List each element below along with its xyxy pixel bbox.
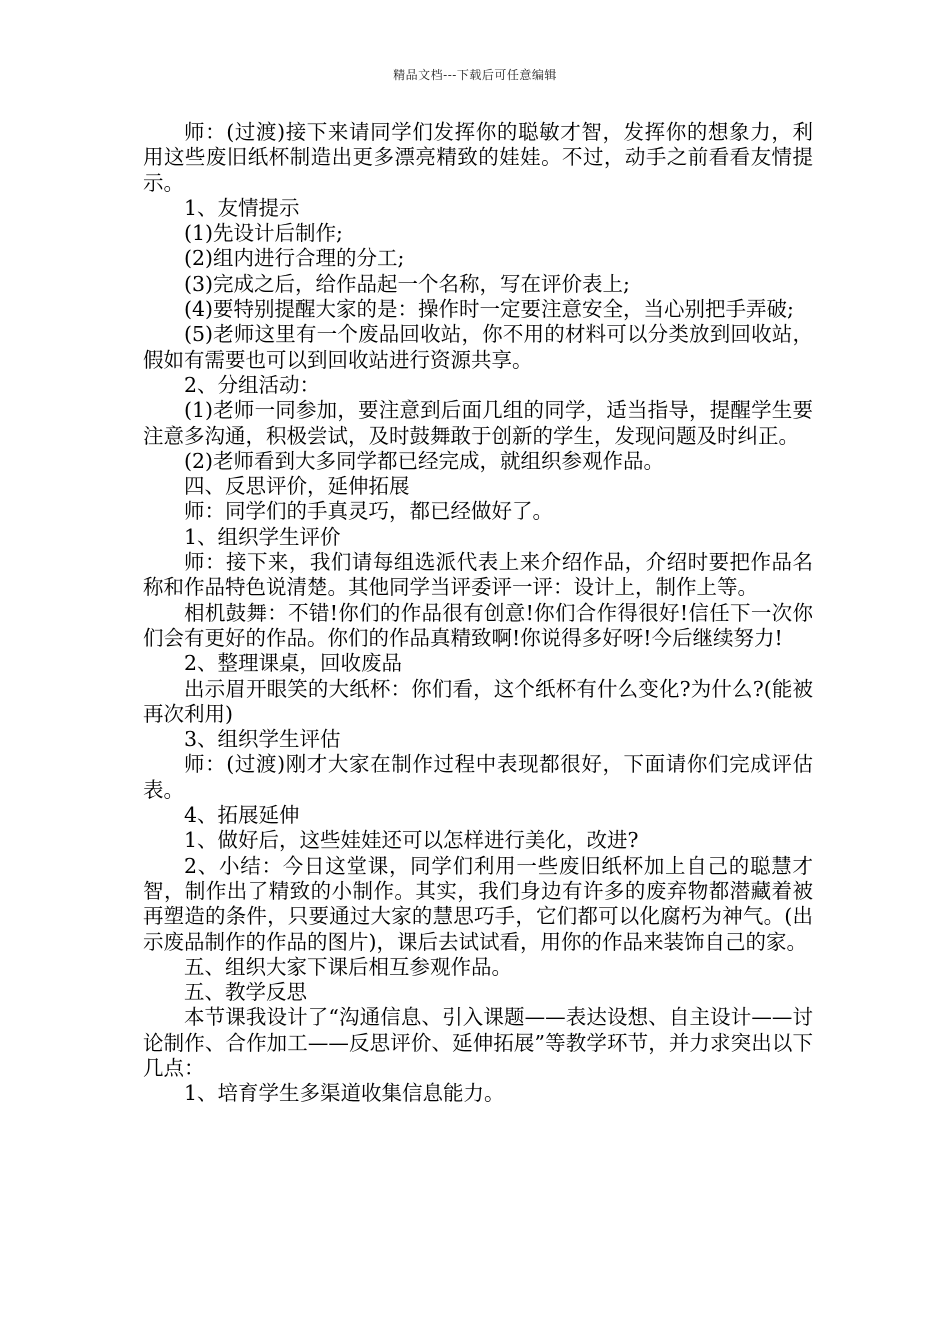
section-heading: 四、反思评价，延伸拓展 [184,474,410,499]
paragraph: (4)要特别提醒大家的是：操作时一定要注意安全，当心别把手弄破; [184,297,794,322]
document-body [143,120,813,1107]
paragraph: 相机鼓舞：不错!你们的作品很有创意!你们合作得很好!信任下一次你们会有更好的作品。你们的作品真精致啊!你说得多好呀!今后继续努力! [143,600,813,650]
paragraph: 师：接下来，我们请每组选派代表上来介绍作品，介绍时要把作品名称和作品特色说清楚。其他同学当评委评一评：设计上，制作上等。 [143,550,813,600]
paragraph: 1、培育学生多渠道收集信息能力。 [184,1081,505,1106]
paragraph: 出示眉开眼笑的大纸杯：你们看，这个纸杯有什么变化?为什么?(能被再次利用) [143,676,813,726]
paragraph: 本节课我设计了“沟通信息、引入课题——表达设想、自主设计——讨论制作、合作加工——反思评价、延伸拓展”等教学环节，并力求突出以下几点： [143,1005,813,1080]
section-heading: 五、组织大家下课后相互参观作品。 [184,954,512,979]
paragraph: (3)完成之后，给作品起一个名称，写在评价表上; [184,271,630,296]
paragraph: 1、友情提示 [184,195,300,220]
paragraph: (1)老师一同参加，要注意到后面几组的同学，适当指导，提醒学生要注意多沟通，积极尝试，及时鼓舞敢于创新的学生，发现问题及时纠正。 [143,398,813,448]
paragraph: 2、整理课桌，回收废品 [184,651,403,676]
section-heading: 五、教学反思 [184,980,307,1005]
paragraph: 2、分组活动： [184,372,321,397]
paragraph: 师：同学们的手真灵巧，都已经做好了。 [184,499,553,524]
page-header: 精品文档---下载后可任意编辑 [393,68,557,82]
paragraph: (2)老师看到大多同学都已经完成，就组织参观作品。 [184,448,665,473]
paragraph: (2)组内进行合理的分工; [184,246,405,271]
paragraph: 3、组织学生评估 [184,727,341,752]
paragraph: 1、做好后，这些娃娃还可以怎样进行美化，改进? [184,828,639,853]
paragraph: 师：(过渡)刚才大家在制作过程中表现都很好，下面请你们完成评估表。 [143,752,813,802]
paragraph: (5)老师这里有一个废品回收站，你不用的材料可以分类放到回收站，假如有需要也可以到回收站进行资源共享。 [143,322,813,372]
paragraph: 4、拓展延伸 [184,803,300,828]
paragraph: 2、小结：今日这堂课，同学们利用一些废旧纸杯加上自己的聪慧才智，制作出了精致的小制作。其实，我们身边有许多的废弃物都潜藏着被再塑造的条件，只要通过大家的慧思巧手，它们都可以化腐朽为神气。(出示废品制作的作品的图片)，课后去试试看，用你的作品来装饰自己的家。 [143,853,813,954]
paragraph: 师：(过渡)接下来请同学们发挥你的聪敏才智，发挥你的想象力，利用这些废旧纸杯制造出更多漂亮精致的娃娃。不过，动手之前看看友情提示。 [143,120,813,195]
paragraph: 1、组织学生评价 [184,524,341,549]
paragraph: (1)先设计后制作; [184,221,343,246]
